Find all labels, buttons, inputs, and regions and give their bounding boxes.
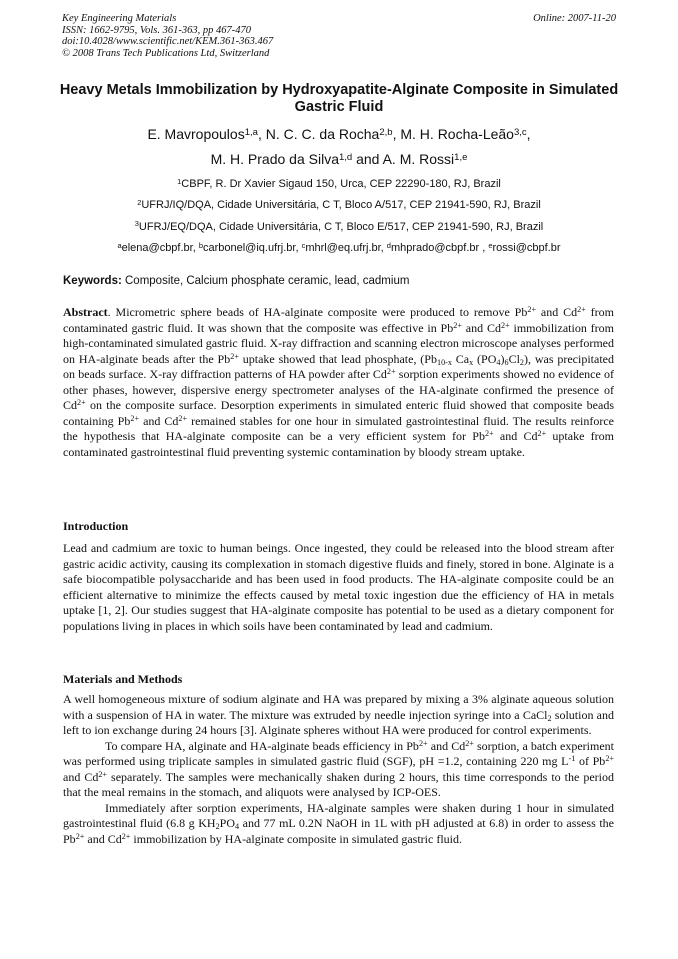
ion-charge: 2+ <box>121 831 131 841</box>
formula-subscript: 2 <box>215 822 220 832</box>
abstract-text: uptake from contaminated gastrointestinal fluid preventing systemic contamination by bloody stream uptake. <box>63 429 614 459</box>
methods-text: solution and left to ion exchange during 24 hours [3]. Alginate spheres without HA were produced for control experiments. <box>63 707 615 737</box>
author-name: , N. C. C. da Rocha <box>257 126 380 142</box>
methods-heading: Materials and Methods <box>63 672 183 686</box>
affil-number: 3 <box>134 219 139 229</box>
paper-title: Heavy Metals Immobilization by Hydroxyapatite-Alginate Composite in Simulated Gastric Fluid <box>59 82 619 115</box>
ion-charge: 2+ <box>418 738 428 748</box>
methods-text: immobilization by HA-alginate composite in simulated gastric fluid. <box>130 831 463 846</box>
journal-name: Key Engineering Materials <box>62 13 177 24</box>
affil-text: UFRJ/EQ/DQA, Cidade Universitária, C T, Bloco E/517, CEP 21941-590, RJ, Brazil <box>138 220 544 233</box>
affiliation-3 <box>40 217 638 238</box>
abstract-text: sorption experiments showed no evidence of other phases, however, dispersive energy spectrometer analyses of the HA-alginate confirmed the presence of Cd <box>63 367 614 412</box>
abstract-text: . Micrometric sphere beads of HA-alginate composite were produced to remove Pb <box>107 305 528 319</box>
abstract-label: Abstract <box>63 305 108 319</box>
unit-exponent: -1 <box>568 754 576 764</box>
introduction-heading: Introduction <box>63 519 129 533</box>
email-list <box>40 238 638 259</box>
abstract-text: uptake showed that lead phosphate, (Pb <box>238 351 437 366</box>
author-affil-mark: 2,b <box>379 126 393 138</box>
abstract <box>63 305 614 460</box>
formula-subscript: x <box>469 357 474 367</box>
abstract-text: remained stables for one hour in simulated gastrointestinal fluid. The results reinforce the hypothesis that HA-alginate composite can be a very efficient system for Pb <box>63 413 614 443</box>
email-link[interactable]: mhrl@eq.ufrj.br, <box>305 241 387 254</box>
abstract-text: ), was precipitated on beads surface. X-ray diffraction patterns of HA powder after Cd <box>63 351 614 381</box>
abstract-text: on the composite surface. Desorption experiments in simulated enteric fluid showed that composite beads containing Pb <box>63 398 614 428</box>
formula-subscript: 10-x <box>436 357 452 367</box>
abstract-text: and Cd <box>493 429 538 443</box>
ion-charge: 2+ <box>484 429 494 439</box>
author-name: and A. M. Rossi <box>352 151 455 167</box>
affil-text: UFRJ/IQ/DQA, Cidade Universitária, C T, Bloco A/517, CEP 21941-590, RJ, Brazil <box>141 199 541 212</box>
affiliation-list <box>40 174 638 259</box>
ion-charge: 2+ <box>453 320 462 330</box>
methods-text: and Cd <box>427 738 466 753</box>
formula-subscript: 2 <box>519 357 524 367</box>
copyright-line: © 2008 Trans Tech Publications Ltd, Switzerland <box>62 47 270 59</box>
author-name: , M. H. Rocha-Leão <box>392 126 514 142</box>
abstract-text: and Cd <box>536 305 578 319</box>
online-date: Online: 2007-11-20 <box>533 13 616 24</box>
ion-charge: 2+ <box>230 351 239 361</box>
ion-charge: 2+ <box>605 754 614 764</box>
email-link[interactable]: rossi@cbpf.br <box>492 241 561 254</box>
keywords-text: Composite, Calcium phosphate ceramic, lead, cadmium <box>121 275 410 287</box>
abstract-text: (PO <box>473 351 497 366</box>
ion-charge: 2+ <box>75 831 85 841</box>
author-affil-mark: 1,a <box>244 126 258 138</box>
methods-text: To compare HA, alginate and HA-alginate beads efficiency in Pb <box>105 738 419 753</box>
methods-text: of Pb <box>575 754 606 768</box>
affil-number: 1 <box>177 176 182 186</box>
formula-subscript: 4 <box>496 357 501 367</box>
formula-subscript: 6 <box>504 357 509 367</box>
keywords-label: Keywords: <box>63 275 122 287</box>
methods-text: separately. The samples were mechanically shaken during 2 hours, this time corresponds to the period that the meal remains in the stomach, and aliquots were analysed by ICP-OES. <box>63 769 614 799</box>
doi-line: doi:10.4028/www.scientific.net/KEM.361-363.467 <box>62 36 274 48</box>
issn-line: ISSN: 1662-9795, Vols. 361-363, pp 467-470 <box>62 24 251 36</box>
abstract-text: Cl <box>508 351 520 366</box>
methods-text: Immediately after sorption experiments, HA-alginate samples were shaken during 1 hour in simulated gastrointestinal fluid (6.8 g KH <box>63 800 614 830</box>
author-affil-mark: 1,d <box>338 151 353 163</box>
email-mark: b <box>198 240 203 250</box>
abstract-text: immobilization from high-contaminated simulated gastric fluid. X-ray diffraction and scanning electron microscope analyses performed on HA-alginate beads after the Pb <box>63 320 614 366</box>
ion-charge: 2+ <box>465 738 474 748</box>
ion-charge: 2+ <box>386 367 396 377</box>
email-link[interactable]: elena@cbpf.br, <box>121 241 199 254</box>
ion-charge: 2+ <box>77 398 86 408</box>
keywords <box>63 274 623 288</box>
ion-charge: 2+ <box>98 769 108 779</box>
ion-charge: 2+ <box>527 305 537 315</box>
methods-text: sorption, a batch experiment was performed using triplicate samples in simulated gastric fluid (SGF), pH =1.2, containing 220 mg L <box>63 738 615 768</box>
ion-charge: 2+ <box>178 413 188 423</box>
ion-charge: 2+ <box>130 413 140 423</box>
email-link[interactable]: mhprado@cbpf.br , <box>390 241 489 254</box>
affil-number: 2 <box>137 197 142 207</box>
journal-header <box>62 13 616 59</box>
abstract-text: from contaminated gastric fluid. It was shown that the composite was effective in Pb <box>63 305 614 335</box>
author-affil-mark: 3,c <box>513 126 527 138</box>
ion-charge: 2+ <box>537 429 547 439</box>
abstract-text: Ca <box>451 351 470 366</box>
ion-charge: 2+ <box>577 305 586 315</box>
ion-charge: 2+ <box>500 320 510 330</box>
methods-text: and Cd <box>63 769 99 784</box>
affiliation-2 <box>40 195 638 216</box>
abstract-text: and Cd <box>139 413 179 428</box>
methods-paragraph <box>63 739 614 801</box>
email-link[interactable]: carbonel@iq.ufrj.br, <box>202 241 302 254</box>
formula-subscript: 4 <box>234 822 240 832</box>
methods-section <box>63 692 614 847</box>
email-mark: e <box>488 240 493 250</box>
methods-text: and 77 mL 0.2N NaOH in 1L with pH adjusted at 6.8) in order to assess the Pb <box>63 816 614 846</box>
affil-text: CBPF, R. Dr Xavier Sigaud 150, Urca, CEP 22290-180, RJ, Brazil <box>181 178 501 190</box>
methods-paragraph <box>63 801 614 848</box>
email-mark: c <box>301 240 306 250</box>
author-name: E. Mavropoulos <box>147 126 245 142</box>
abstract-text: and Cd <box>461 320 501 335</box>
abstract-text: ) <box>500 351 505 366</box>
methods-text: and Cd <box>84 831 122 846</box>
formula-subscript: 2 <box>547 713 552 723</box>
introduction-paragraph: Lead and cadmium are toxic to human beings. Once ingested, they could be released into the blood stream after gastric acidic activity, causing its complexation in stomach digestive fluids and finely, stored in bone. Alginate is a safe biocompatible polysaccharide and has been used in food products. The HA-alginate composite could be an efficient alternative to minimize the effects caused by metal toxic ingestion due the efficiency of HA in metals uptake [1, 2]. Our studies suggest that HA-alginate composite has potential to be used as a dietary component for populations living in places in which soils have been contaminated by lead and cadmium. <box>63 541 614 633</box>
methods-text: A well homogeneous mixture of sodium alginate and HA was prepared by mixing a 3% alginate aqueous solution with a suspension of HA in water. The mixture was extruded by needle injection syringe into a CaCl <box>63 692 614 722</box>
email-mark: d <box>386 240 391 250</box>
author-separator: , <box>526 126 531 142</box>
author-name: M. H. Prado da Silva <box>210 151 339 167</box>
methods-text: PO <box>219 816 235 830</box>
affiliation-1 <box>40 174 638 195</box>
author-affil-mark: 1,e <box>454 151 468 163</box>
methods-paragraph <box>63 692 614 739</box>
author-list <box>40 122 638 172</box>
email-mark: a <box>117 240 122 250</box>
